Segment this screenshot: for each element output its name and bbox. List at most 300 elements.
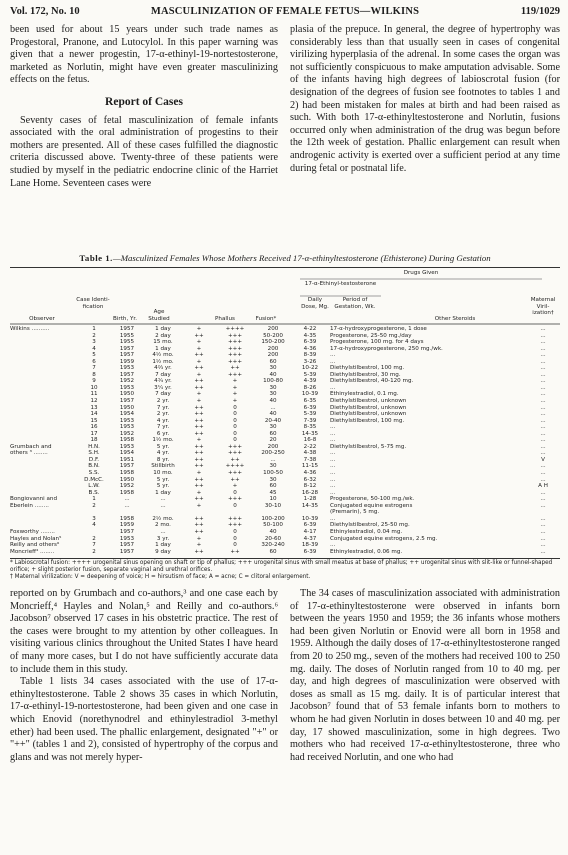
table-cell: + xyxy=(232,391,238,398)
table-cell: 30 xyxy=(269,463,277,470)
table-cell: Stillbirth xyxy=(151,463,175,470)
table-cell: 1-28 xyxy=(303,496,317,503)
table-cell: Bongiovanni and xyxy=(10,496,58,503)
table-cell: ... xyxy=(540,496,546,503)
table-cell: 1952 xyxy=(119,430,135,437)
table-cell: 0 xyxy=(233,489,237,496)
table-description-paragraph: Table 1 lists 34 cases associated with the use of 17-α-ethinyltestosterone. Table 2 shows 35 cases in which Norlutin, 17-α-ethinyl-19-nortestosterone, had been given and one case in which Enovid (norethynodrel and ethinylestradiol 3-methyl ether) had been used. The phallic enlargement, designated "+" or "++" (tables 1 and 2), consisted of hypertrophy of the corpus and glans and was not merely hyper- xyxy=(10,676,278,763)
table-cell: (Premarin), 5 mg. xyxy=(330,509,380,516)
table-cell: + xyxy=(232,378,238,385)
table-cell: 1957 xyxy=(119,463,135,470)
table-cell: 3-26 xyxy=(303,358,317,365)
table-cell: 30-10 xyxy=(264,502,282,509)
table-cell: 1958 xyxy=(119,515,135,522)
table-cell: ... xyxy=(330,358,336,365)
table-cell: 4-36 xyxy=(303,345,317,352)
table-cell: ... xyxy=(540,515,546,522)
table-cell: 1959 xyxy=(119,358,135,365)
table-cell: 50-200 xyxy=(263,332,283,339)
table-cell: ++ xyxy=(194,496,204,503)
table-cell: 1950 xyxy=(119,391,135,398)
table-cell: ... xyxy=(540,384,546,391)
table-cell: ++ xyxy=(194,365,204,372)
table-cell: +++ xyxy=(227,515,243,522)
table-cell: 1 xyxy=(92,496,96,503)
table-cell: 16 xyxy=(90,424,98,431)
table-cell: 1957 xyxy=(119,528,135,535)
table-cell: ... xyxy=(540,502,546,509)
table-cell: 15 xyxy=(90,417,98,424)
table-cell: 2 yr. xyxy=(156,398,170,405)
table-cell: 5 xyxy=(92,352,96,359)
table-cell: + xyxy=(232,398,238,405)
table-cell: 100-200 xyxy=(261,515,285,522)
bottom-right-column xyxy=(290,588,560,764)
table-cell: 4¾ yr. xyxy=(154,378,172,385)
table-cell: A H xyxy=(538,483,548,490)
table-cell: + xyxy=(232,483,238,490)
table-cell: 0 xyxy=(233,437,237,444)
table-cell: 1957 xyxy=(119,345,135,352)
table-cell: ... xyxy=(540,378,546,385)
table-cell: ... xyxy=(330,437,336,444)
table-cell: 4-36 xyxy=(303,470,317,477)
table-row xyxy=(10,549,560,556)
table-cell: 18 xyxy=(90,437,98,444)
table-caption-label: Table 1. xyxy=(79,253,113,263)
table-cell: 20-40 xyxy=(264,417,282,424)
table-cell: 1953 xyxy=(119,365,135,372)
table-cell: 8-39 xyxy=(303,352,317,359)
table-cell: H.N. xyxy=(88,443,100,450)
table-cell: ++ xyxy=(194,522,204,529)
table-cell: 2 xyxy=(92,332,96,339)
table-cell: Eberlein ........ xyxy=(10,502,49,509)
table-cell: 1957 xyxy=(119,542,135,549)
table-cell: 0 xyxy=(233,502,237,509)
table-cell: 2 xyxy=(92,502,96,509)
table-cell: Conjugated equine estrogens, 2.5 mg. xyxy=(330,535,438,542)
table-cell: 8-26 xyxy=(303,384,317,391)
table-cell: 2 day xyxy=(155,332,171,339)
table-cell: 8 xyxy=(92,371,96,378)
table-cell: ... xyxy=(330,456,336,463)
table-cell: +++ xyxy=(227,371,243,378)
table-cell: ++ xyxy=(230,476,240,483)
table-cell: B.S. xyxy=(88,489,100,496)
table-cell: S.H. xyxy=(88,450,100,457)
table-cell: 7-38 xyxy=(303,456,317,463)
table-cell: ... xyxy=(270,404,276,411)
table-cell: 1 day xyxy=(155,489,171,496)
table-cell: 0 xyxy=(233,430,237,437)
table-cell: ... xyxy=(540,391,546,398)
table-cell: 8-12 xyxy=(303,483,317,490)
table-cell: 10-22 xyxy=(301,365,319,372)
table-cell: ... xyxy=(330,463,336,470)
table-cell: L.W. xyxy=(88,483,100,490)
header-age: Age Studied xyxy=(148,309,170,322)
table-cell: 3 yr. xyxy=(156,535,170,542)
table-cell: 4-17 xyxy=(303,528,317,535)
table-cell: ++ xyxy=(194,424,204,431)
table-cell: 4-38 xyxy=(303,450,317,457)
table-cell: 50-100 xyxy=(263,522,283,529)
table-cell: 14 xyxy=(90,411,98,418)
table-cell: 10 xyxy=(90,384,98,391)
table-cell: ++ xyxy=(194,378,204,385)
table-body xyxy=(10,326,560,555)
table-cell: ... xyxy=(540,443,546,450)
table-cell: 16-28 xyxy=(301,489,319,496)
table-cell: 1953 xyxy=(119,443,135,450)
table-cell: ... xyxy=(540,424,546,431)
table-cell: Progesterone, 100 mg. for 4 days xyxy=(330,339,424,346)
bottom-left-column xyxy=(10,588,278,764)
table-cell: ... xyxy=(160,528,166,535)
table-cell: 30 xyxy=(269,424,277,431)
table-cell: B.N. xyxy=(88,463,100,470)
table-cell: 5 yr. xyxy=(156,476,170,483)
table-cell: 8 yr. xyxy=(156,456,170,463)
table-cell: 30 xyxy=(269,365,277,372)
table-cell: 30 xyxy=(269,476,277,483)
table-cell: Foxworthy ........ xyxy=(10,528,55,535)
table-cell: 11-15 xyxy=(301,463,319,470)
table-cell: 7 xyxy=(92,542,96,549)
table-cell: 1957 xyxy=(119,371,135,378)
table-cell: ++ xyxy=(194,456,204,463)
table-cell: Ethinylestradiol, 0.04 mg. xyxy=(330,528,403,535)
table-cell: 200 xyxy=(267,326,279,332)
table-cell: 5 yr. xyxy=(156,443,170,450)
table-cell: 13 xyxy=(90,404,98,411)
table-cell: 1 xyxy=(92,326,96,332)
table-cell: ... xyxy=(330,352,336,359)
table-cell: 6-35 xyxy=(303,398,317,405)
table-cell: + xyxy=(196,371,202,378)
table-cell: 60 xyxy=(269,548,277,555)
table-cell: ++++ xyxy=(225,463,245,470)
table-cell: + xyxy=(196,339,202,346)
table-cell: 1953 xyxy=(119,535,135,542)
table-cell: 1953 xyxy=(119,384,135,391)
table-cell: + xyxy=(196,398,202,405)
table-cell: Diethylstilbestrol, 25-50 mg. xyxy=(330,522,410,529)
table-cell: 1 day xyxy=(155,542,171,549)
footnote-fusion: * Labioscrotal fusion: ++++ urogenital sinus opening on shaft or tip of phallus; +++ urogenital sinus with small meatus at base of phallus; ++ urogenital sinus with slit-like or funnel-shaped orifice; + slight posterior fusion, separate vaginal and urethral orifices. xyxy=(10,560,553,573)
table-cell: Progesterone, 25-50 mg./day xyxy=(330,332,412,339)
table-cell: ++ xyxy=(194,352,204,359)
table-cell: 60 xyxy=(269,483,277,490)
table-cell: Hayles and Nolan⁵ xyxy=(10,535,62,542)
table-cell: 1953 xyxy=(119,417,135,424)
table-caption-text: —Masculinized Females Whose Mothers Received 17-α-ethinyltestosterone (Ethisterone) During Gestation xyxy=(112,253,491,263)
header-fusion: Fusion* xyxy=(255,316,277,322)
table-cell: ... xyxy=(330,470,336,477)
table-cell: ... xyxy=(540,358,546,365)
table-cell: 1957 xyxy=(119,548,135,555)
header-period: Period of Gestation, Wk. xyxy=(334,297,376,310)
table-cell: +++ xyxy=(227,496,243,503)
table-cell: +++ xyxy=(227,345,243,352)
table-cell: ... xyxy=(540,476,546,483)
table-cell: 6-39 xyxy=(303,404,317,411)
table-cell: ... xyxy=(540,542,546,549)
table-cell: 1½ mo. xyxy=(152,358,174,365)
table-cell: 30 xyxy=(269,391,277,398)
table-cell: 4-37 xyxy=(303,535,317,542)
section-heading: Report of Cases xyxy=(105,95,183,108)
table-cell: ++ xyxy=(194,483,204,490)
table-cell: + xyxy=(196,326,202,332)
table-cell: ... xyxy=(540,332,546,339)
table-cell: ... xyxy=(540,450,546,457)
table-cell: 7-39 xyxy=(303,417,317,424)
table-cell: ... xyxy=(270,456,276,463)
table-cell: ... xyxy=(124,502,130,509)
table-cell: 30 xyxy=(269,384,277,391)
table-cell: 10 mo. xyxy=(153,470,173,477)
phallus-paragraph: plasia of the prepuce. In general, the degree of hypertrophy was considerably less than that usually seen in cases of congenital virilizing hyperplasia of the adrenal. In some cases the organ was not sufficiently conspicuous to make amputation advisable. Some of the infants having high degrees of labioscrotal fusion (for designation of the degrees of fusion see footnotes to tables 1 and 2) had been mistaken for males at birth and had been raised as such. With both 17-α-ethinyltestosterone and Norlutin, fusions occurred only when administration of the drug was begun before the 12th week of gestation. Phallic enlargement can result when androgenic activity is exerted over a sufficient period at any time during fetal or postnatal life. xyxy=(290,24,560,174)
table-cell: 1952 xyxy=(119,483,135,490)
table-cell: 40 xyxy=(269,398,277,405)
table-cell: 14-35 xyxy=(301,502,319,509)
table-cell: 40 xyxy=(269,411,277,418)
table-cell: ... xyxy=(540,326,546,332)
table-cell: + xyxy=(196,489,202,496)
table-cell: ... xyxy=(540,437,546,444)
table-cell: ... xyxy=(540,535,546,542)
intro-paragraph: been used for about 15 years under such trade names as Progestoral, Pranone, and Lutocylol. In this paper warning was given that a newer progestin, 17-α-ethinyl-19-nortestosterone, marketed as Norlutin, might have even greater masculinizing effects on the fetus. xyxy=(10,24,278,86)
table-1 xyxy=(10,267,560,558)
table-cell: +++ xyxy=(227,450,243,457)
table-cell: 1958 xyxy=(119,470,135,477)
table-cell: 1954 xyxy=(119,450,135,457)
table-cell: 1 day xyxy=(155,345,171,352)
table-caption xyxy=(10,253,560,263)
table-cell: 20 xyxy=(269,437,277,444)
top-left-column xyxy=(10,24,278,190)
table-cell: ++ xyxy=(194,332,204,339)
table-cell: +++ xyxy=(227,358,243,365)
cases-source-paragraph: reported on by Grumbach and co-authors,³ and one case each by Moncrieff,⁴ Hayles and Nolan,⁵ and Reilly and co-authors.⁶ Jacobson⁷ observed 17 cases in his obstetric practice. The rest of the cases were brought to my attention by other colleagues. In visiting various clinics throughout the United States I have heard of many more cases, but I do not have sufficiently accurate data to include them in this study. xyxy=(10,588,278,675)
table-cell: + xyxy=(232,384,238,391)
table-cell: 0 xyxy=(233,417,237,424)
table-cell: ... xyxy=(540,430,546,437)
running-title: MASCULINIZATION OF FEMALE FETUS—WILKINS xyxy=(150,6,420,17)
table-cell: + xyxy=(196,391,202,398)
table-cell: 7 day xyxy=(155,371,171,378)
table-cell: 4 yr. xyxy=(156,417,170,424)
table-cell: 200 xyxy=(267,352,279,359)
table-cell: 1958 xyxy=(119,437,135,444)
table-cell: 1957 xyxy=(119,352,135,359)
table-cell: ++ xyxy=(194,476,204,483)
table-cell: ... xyxy=(540,365,546,372)
table-cell: 17-α-hydroxyprogesterone, 250 mg./wk. xyxy=(330,345,443,352)
table-cell: D.McC. xyxy=(84,476,104,483)
table-cell: 1955 xyxy=(119,339,135,346)
header-observer: Observer xyxy=(29,316,55,322)
table-cell: 17-α-hydroxyprogesterone, 1 dose xyxy=(330,326,427,332)
table-cell: 200 xyxy=(267,345,279,352)
table-cell: ... xyxy=(540,398,546,405)
table-cell: Diethylstilbestrol, 5-75 mg. xyxy=(330,443,407,450)
table-cell: 9 xyxy=(92,378,96,385)
top-right-column xyxy=(290,24,560,175)
table-cell: ++ xyxy=(230,365,240,372)
table-cell: + xyxy=(196,542,202,549)
table-cell: 9 day xyxy=(155,548,171,555)
table-cell: 60 xyxy=(269,430,277,437)
table-cell: 100-50 xyxy=(263,470,283,477)
table-cell: ++ xyxy=(194,417,204,424)
table-cell: 0 xyxy=(233,535,237,542)
table-cell: Ethinylestradiol, 0.06 mg. xyxy=(330,548,403,555)
table-cell: 15 mo. xyxy=(153,339,173,346)
table-cell: Diethylstilbestrol, unknown xyxy=(330,411,407,418)
table-cell: +++ xyxy=(227,352,243,359)
table-cell: ++ xyxy=(230,548,240,555)
table-cell: ... xyxy=(540,522,546,529)
table-cell: Grumbach and xyxy=(10,443,52,450)
table-cell: Ethinylestradiol, 0.1 mg. xyxy=(330,391,399,398)
table-cell: 45 xyxy=(269,489,277,496)
table-cell: 2 xyxy=(92,548,96,555)
table-cell: 4-39 xyxy=(303,378,317,385)
table-cell: 2-22 xyxy=(303,443,317,450)
table-cell: 60 xyxy=(269,358,277,365)
table-cell: 1955 xyxy=(119,332,135,339)
table-cell: ++ xyxy=(230,456,240,463)
table-cell: ... xyxy=(330,542,336,549)
table-cell: ... xyxy=(540,417,546,424)
table-cell: ++ xyxy=(194,548,204,555)
table-cell: ++ xyxy=(194,528,204,535)
table-cell: + xyxy=(196,535,202,542)
table-cell: ++++ xyxy=(225,326,245,332)
table-cell: 4-22 xyxy=(303,326,317,332)
table-cell: 320-240 xyxy=(261,542,285,549)
table-cell: 2½ mo. xyxy=(152,515,174,522)
table-cell: 2 mo. xyxy=(155,522,171,529)
table-cell: 150-200 xyxy=(261,339,285,346)
table-cell: 1953 xyxy=(119,424,135,431)
table-cell: Diethylstilbestrol, 40-120 mg. xyxy=(330,378,414,385)
table-cell: ++ xyxy=(194,411,204,418)
table-cell: Moncrieff⁴ ........ xyxy=(10,548,55,555)
table-cell: Diethylstilbestrol, 100 mg. xyxy=(330,417,405,424)
table-cell: 1954 xyxy=(119,411,135,418)
table-cell: 16-8 xyxy=(303,437,317,444)
table-cell: ++ xyxy=(194,430,204,437)
table-cell: ... xyxy=(540,470,546,477)
table-cell: 3¼ yr. xyxy=(154,384,172,391)
table-cell: 4-35 xyxy=(303,332,317,339)
table-cell: 6-39 xyxy=(303,548,317,555)
table-cell: ++ xyxy=(194,515,204,522)
table-cell: 5-39 xyxy=(303,411,317,418)
table-cell: ... xyxy=(540,345,546,352)
table-cell: ... xyxy=(540,339,546,346)
table-cell: Reilly and others⁶ xyxy=(10,542,60,549)
table-cell: 1959 xyxy=(119,522,135,529)
table-cell: 1950 xyxy=(119,476,135,483)
table-cell: 11 xyxy=(90,391,98,398)
table-cell: 10-39 xyxy=(301,391,319,398)
table-cell: 0 xyxy=(233,411,237,418)
table-cell: ++ xyxy=(194,463,204,470)
table-cell: Conjugated equine estrogens xyxy=(330,502,413,509)
header-ethinyltestosterone: 17-α-Ethinyl-testosterone xyxy=(304,281,377,287)
table-cell: 4 xyxy=(92,345,96,352)
table-cell: 1½ mo. xyxy=(152,437,174,444)
table-cell: ... xyxy=(540,463,546,470)
table-cell: + xyxy=(196,345,202,352)
table-cell: 0 xyxy=(233,424,237,431)
table-cell: Wilkins .......... xyxy=(10,326,50,332)
table-cell: 8-35 xyxy=(303,424,317,431)
table-cell: ... xyxy=(330,430,336,437)
table-cell: ... xyxy=(540,404,546,411)
table-cell: 14-35 xyxy=(301,430,319,437)
table-cell: 6-39 xyxy=(303,522,317,529)
table-cell: 18-39 xyxy=(301,542,319,549)
table-cell: 40 xyxy=(269,528,277,535)
table-cell: 5-39 xyxy=(303,371,317,378)
table-cell: 200-250 xyxy=(261,450,285,457)
table-cell: others ³ ........ xyxy=(10,450,48,457)
table-cell: 10-39 xyxy=(301,515,319,522)
table-cell: 1958 xyxy=(119,489,135,496)
table-cell: ++ xyxy=(194,443,204,450)
table-cell: ... xyxy=(160,496,166,503)
table-cell: + xyxy=(196,437,202,444)
table-cell: S.S. xyxy=(88,470,100,477)
table-cell: 200 xyxy=(267,443,279,450)
header-drugs-given: Drugs Given xyxy=(403,270,439,276)
table-cell: +++ xyxy=(227,332,243,339)
table-cell: ... xyxy=(540,411,546,418)
footnote-virilization: † Maternal virilization: V = deepening of voice; H = hirsutism of face; A = acne; C = clitoral enlargement. xyxy=(10,574,311,580)
table-cell: + xyxy=(196,358,202,365)
table-cell: Diethylstilbestrol, 100 mg. xyxy=(330,365,405,372)
table-cell: ... xyxy=(540,548,546,555)
table-cell: 10 xyxy=(269,496,277,503)
table-cell: 6 xyxy=(92,358,96,365)
table-cell: Diethylstilbestrol, 30 mg. xyxy=(330,371,401,378)
table-cell: 2 yr. xyxy=(156,411,170,418)
table-cell: 6-39 xyxy=(303,339,317,346)
table-cell: ... xyxy=(160,502,166,509)
table-cell: Diethylstilbestrol, unknown xyxy=(330,404,407,411)
table-footnotes xyxy=(10,558,560,581)
table-cell: +++ xyxy=(227,443,243,450)
table-cell: 40 xyxy=(269,371,277,378)
table-cell: 2 xyxy=(92,535,96,542)
table-cell: + xyxy=(196,470,202,477)
table-cell: + xyxy=(196,502,202,509)
header-case: Case Identi-fication xyxy=(76,297,110,310)
table-cell: 5 yr. xyxy=(156,483,170,490)
table-cell: ... xyxy=(330,515,336,522)
table-cell: 7 xyxy=(92,365,96,372)
header-other-steroids: Other Steroids xyxy=(434,316,476,322)
table-cell: 7 day xyxy=(155,391,171,398)
table-cell: 1 day xyxy=(155,326,171,332)
table-cell: +++ xyxy=(227,522,243,529)
